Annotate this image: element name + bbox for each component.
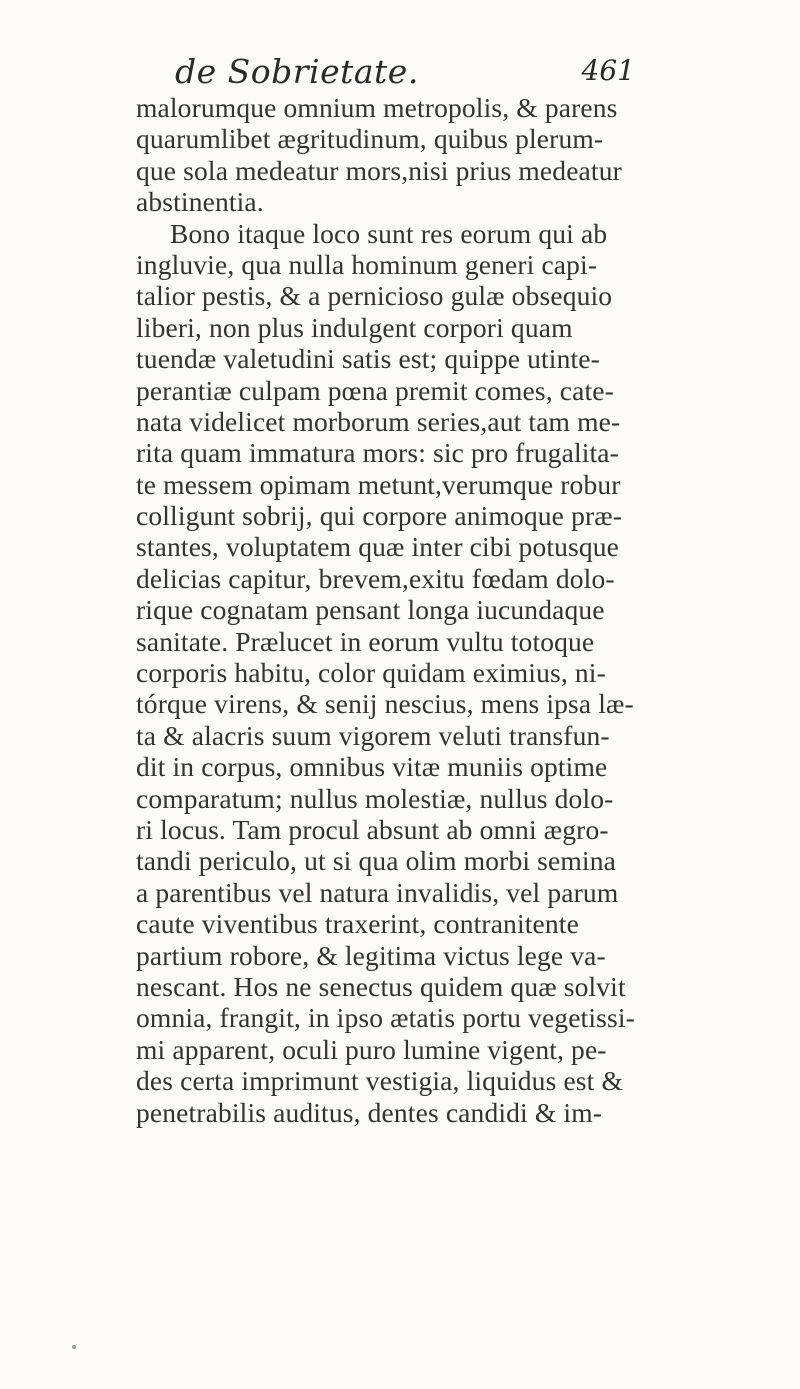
text-line: a parentibus vel natura invalidis, vel parum xyxy=(136,876,619,908)
text-line: des certa imprimunt vestigia, liquidus est & xyxy=(136,1065,624,1097)
text-line: mi apparent, oculi puro lumine vigent, pe- xyxy=(136,1033,607,1065)
text-line: te messem opimam metunt,verumque robur xyxy=(136,468,621,500)
text-line: penetrabilis auditus, dentes candidi & im- xyxy=(136,1096,603,1128)
text-line: liberi, non plus indulgent corpori quam xyxy=(136,311,573,343)
text-line: ri locus. Tam procul absunt ab omni ægro- xyxy=(136,813,609,845)
ink-speck-icon xyxy=(70,1340,78,1348)
paragraph-start-line: Bono itaque loco sunt res eorum qui ab xyxy=(170,217,608,249)
text-line: nata videlicet morborum series,aut tam me- xyxy=(136,405,621,437)
running-title: de Sobrietate. xyxy=(175,52,419,91)
text-line: ingluvie, qua nulla hominum generi capi- xyxy=(136,248,598,280)
text-line: rique cognatam pensant longa iucundaque xyxy=(136,594,605,626)
text-line: abstinentia. xyxy=(136,186,264,218)
text-line: rita quam immatura mors: sic pro frugalita- xyxy=(136,437,619,469)
text-line: corporis habitu, color quidam eximius, ni- xyxy=(136,657,606,689)
text-line: tuendæ valetudini satis est; quippe utinte- xyxy=(136,343,600,375)
text-line: perantiæ culpam pœna premit comes, cate- xyxy=(136,374,614,406)
text-line: ta & alacris suum vigorem veluti transfun- xyxy=(136,719,610,751)
text-line: colligunt sobrij, qui corpore animoque præ- xyxy=(136,500,623,532)
text-line: que sola medeatur mors,nisi prius medeatur xyxy=(136,154,622,186)
text-line: omnia, frangit, in ipso ætatis portu vegetissi- xyxy=(136,1002,635,1034)
text-line: delicias capitur, brevem,exitu fœdam dolo- xyxy=(136,562,615,594)
text-line: partium robore, & legitima victus lege va- xyxy=(136,939,606,971)
text-line: malorumque omnium metropolis, & parens xyxy=(136,92,618,123)
body-text xyxy=(136,92,648,1128)
text-line: sanitate. Prælucet in eorum vultu totoque xyxy=(136,625,595,657)
text-line: comparatum; nullus molestiæ, nullus dolo- xyxy=(136,782,614,814)
text-line: tandi periculo, ut si qua olim morbi semina xyxy=(136,845,616,877)
text-line: tórque virens, & senij nescius, mens ipsa læ- xyxy=(136,688,634,720)
text-line: caute viventibus traxerint, contranitente xyxy=(136,908,579,940)
text-line: nescant. Hos ne senectus quidem quæ solvit xyxy=(136,970,626,1002)
text-line: dit in corpus, omnibus vitæ muniis optime xyxy=(136,751,608,783)
text-line: talior pestis, & a pernicioso gulæ obsequio xyxy=(136,280,613,312)
text-line: stantes, voluptatem quæ inter cibi potusque xyxy=(136,531,620,563)
text-line: quarumlibet ægritudinum, quibus plerum- xyxy=(136,123,604,155)
page-number: 461 xyxy=(581,54,635,87)
